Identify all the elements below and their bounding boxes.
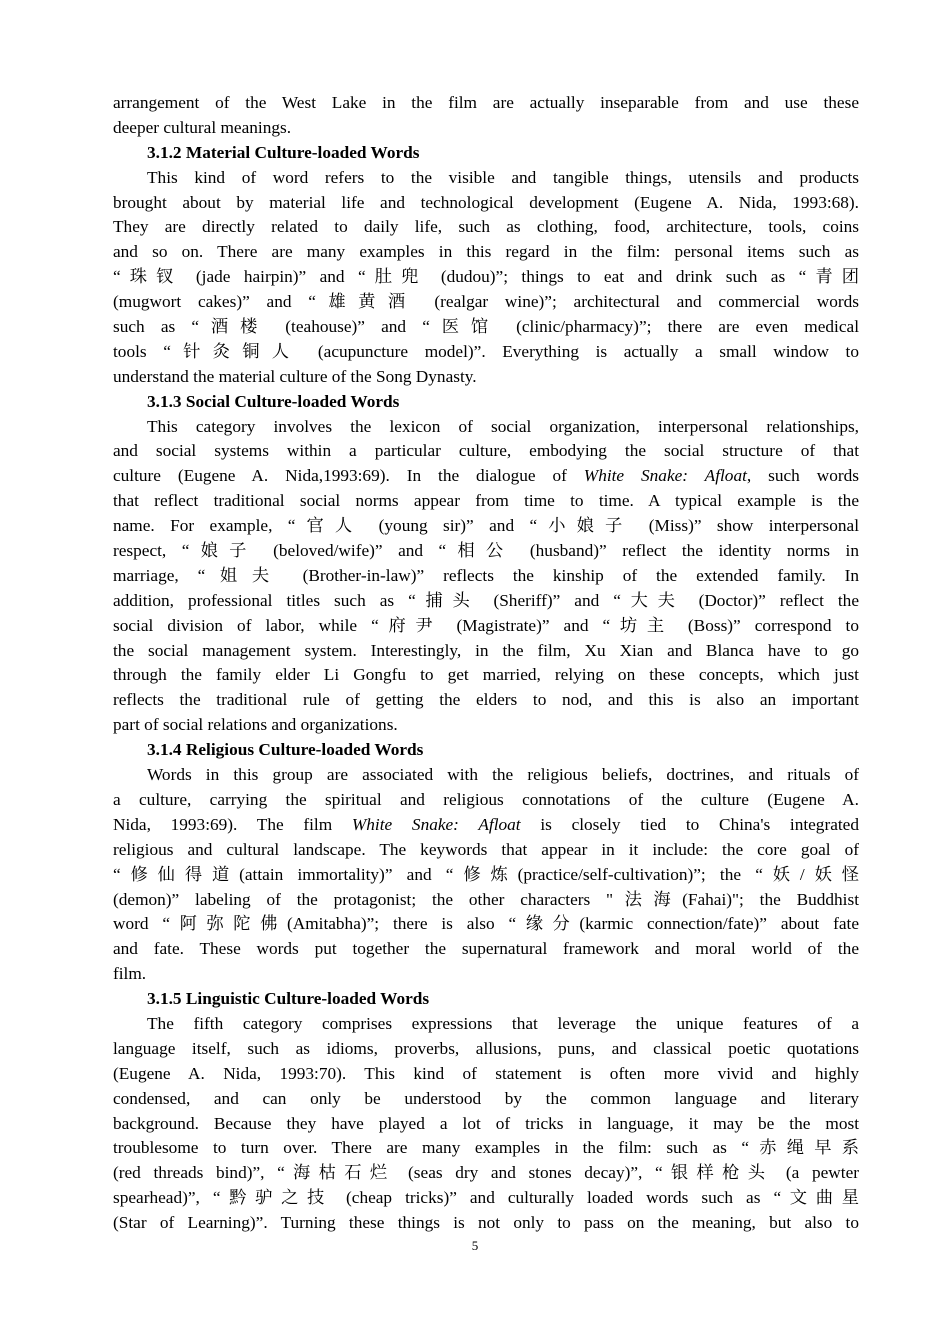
text-line: brought about by material life and technological development (Eugene A. Nida, 1993:68). [113, 192, 859, 212]
text-line: troublesome to turn over. There are many examples in the film: such as “赤绳早系 [113, 1138, 859, 1158]
document-page [113, 91, 859, 1236]
text-span: , such words [746, 466, 859, 486]
film-title: White Snake: Afloat [583, 466, 747, 486]
text-line: and fate. These words put together the supernatural framework and moral world of the [113, 939, 859, 959]
text-span: is closely tied to China's integrated [520, 814, 859, 834]
text-line: They are directly related to daily life, such as clothing, food, architecture, tools, coins [113, 217, 859, 237]
text-span: culture (Eugene A. Nida,1993:69). In the dialogue of [113, 466, 584, 486]
text-line: condensed, and can only be understood by the common language and literary [113, 1088, 859, 1108]
section-heading-3-1-5: 3.1.5 Linguistic Culture-loaded Words [147, 989, 430, 1009]
text-line: (Star of Learning)”. Turning these things is not only to pass on the meaning, but also to [113, 1213, 859, 1233]
text-line: arrangement of the West Lake in the film are actually inseparable from and use these [113, 93, 859, 112]
page-number: 5 [471, 1238, 479, 1253]
text-line: The fifth category comprises expressions that leverage the unique features of a [147, 1013, 859, 1033]
text-line: spearhead)”, “黔驴之技 (cheap tricks)” and culturally loaded words such as “文曲星 [113, 1188, 859, 1208]
text-line: tools “针灸铜人 (acupuncture model)”. Everything is actually a small window to [113, 341, 859, 361]
text-line: film. [113, 964, 147, 984]
text-line: language itself, such as idioms, proverbs, allusions, puns, and classical poetic quotations [113, 1038, 859, 1058]
text-line: the social management system. Interestingly, in the film, Xu Xian and Blanca have to go [113, 640, 859, 660]
text-line: name. For example, “官人 (young sir)” and “小娘子 (Miss)” show interpersonal [113, 516, 859, 536]
text-line: (mugwort cakes)” and “雄黄酒 (realgar wine)”; architectural and commercial words [113, 292, 859, 312]
text-line: “珠钗 (jade hairpin)” and “肚兜 (dudou)”; things to eat and drink such as “青团 [113, 267, 859, 287]
text-line: through the family elder Li Gongfu to get married, relying on these concepts, which just [113, 665, 859, 685]
text-line: (Eugene A. Nida, 1993:70). This kind of statement is often more vivid and highly [113, 1063, 859, 1083]
text-line: understand the material culture of the Song Dynasty. [113, 366, 477, 386]
text-line: that reflect traditional social norms appear from time to time. A typical example is the [113, 491, 859, 511]
text-line [113, 464, 859, 489]
text-line: such as “酒楼 (teahouse)” and “医馆 (clinic/pharmacy)”; there are even medical [113, 317, 859, 337]
text-line: background. Because they have played a lot of tricks in language, it may be the most [113, 1113, 859, 1133]
text-line: “修仙得道(attain immortality)” and “修炼(practice/self-cultivation)”; the “妖/妖怪 [113, 864, 859, 884]
text-line: deeper cultural meanings. [113, 117, 292, 137]
text-line: word “阿弥陀佛(Amitabha)”; there is also “缘分(karmic connection/fate)” about fate [113, 914, 859, 934]
text-line: This category involves the lexicon of social organization, interpersonal relationships, [147, 416, 859, 436]
section-heading-3-1-4: 3.1.4 Religious Culture-loaded Words [147, 740, 424, 760]
text-line: (red threads bind)”, “海枯石烂 (seas dry and stones decay)”, “银样枪头 (a pewter [113, 1163, 859, 1183]
text-line: This kind of word refers to the visible and tangible things, utensils and products [147, 167, 859, 187]
text-line: respect, “娘子 (beloved/wife)” and “相公 (husband)” reflect the identity norms in [113, 541, 859, 561]
text-line: (demon)” labeling of the protagonist; the other characters "法海(Fahai)"; the Buddhist [113, 889, 859, 909]
text-line: part of social relations and organizations. [113, 715, 398, 735]
text-line: reflects the traditional rule of getting the elders to nod, and this is also an important [113, 690, 859, 710]
text-line: social division of labor, while “府尹 (Magistrate)” and “坊主 (Boss)” correspond to [113, 615, 859, 635]
text-line: marriage, “姐夫 (Brother-in-law)” reflects the kinship of the extended family. In [113, 565, 859, 585]
section-heading-3-1-3: 3.1.3 Social Culture-loaded Words [147, 391, 400, 411]
text-line: and so on. There are many examples in this regard in the film: personal items such as [113, 242, 859, 262]
text-line [113, 813, 859, 838]
film-title: White Snake: Afloat [351, 814, 521, 834]
text-line: a culture, carrying the spiritual and religious connotations of the culture (Eugene A. [113, 789, 859, 809]
text-span: Nida, 1993:69). The film [113, 814, 352, 834]
text-line: addition, professional titles such as “捕头 (Sheriff)” and “大夫 (Doctor)” reflect the [113, 590, 859, 610]
text-line: Words in this group are associated with the religious beliefs, doctrines, and rituals of [147, 765, 859, 785]
text-line: religious and cultural landscape. The keywords that appear in it include: the core goal of [113, 839, 859, 859]
text-line: and social systems within a particular culture, embodying the social structure of that [113, 441, 859, 461]
section-heading-3-1-2: 3.1.2 Material Culture-loaded Words [147, 142, 420, 162]
